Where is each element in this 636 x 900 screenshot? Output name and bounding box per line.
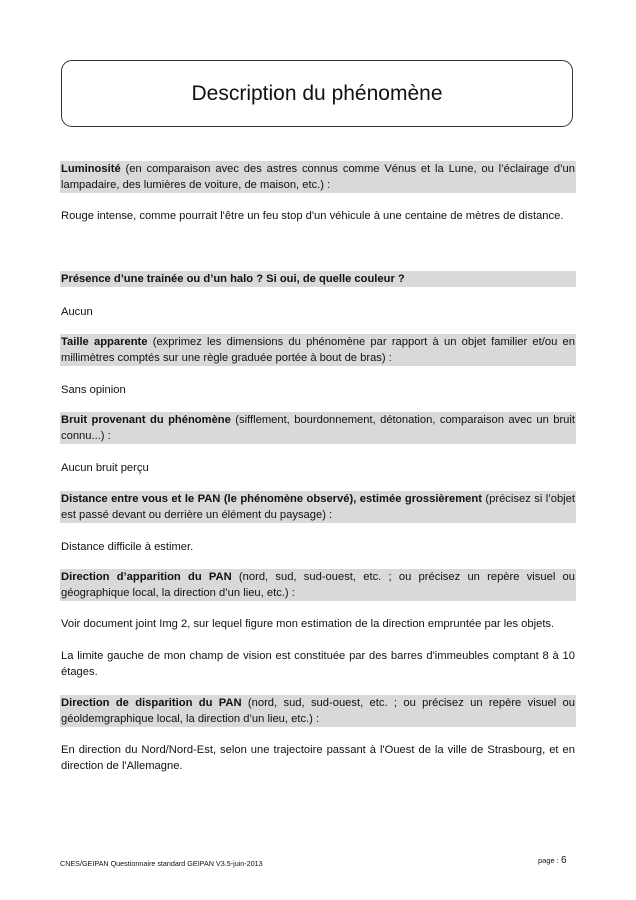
answer-luminosite: Rouge intense, comme pourrait l'être un feu stop d'un véhicule à une centaine de mètres de distance. (61, 210, 564, 222)
question-label: Luminosité (61, 163, 121, 175)
question-detail: (précisez si l’objet est passé devant ou derrière un élément du paysage) : (61, 493, 575, 521)
answer-direction-apparition: Voir document joint Img 2, sur lequel figure mon estimation de la direction empruntée par les objets. (61, 618, 555, 630)
question-detail: (nord, sud, sud-ouest, etc. ; ou précisez un repère visuel ou géographique local, la direction d’un lieu, etc.) : (61, 571, 575, 599)
question-trainee (60, 271, 576, 287)
answer-trainee: Aucun (61, 306, 93, 318)
question-label: Bruit provenant du phénomène (61, 414, 231, 426)
title-box (61, 60, 573, 127)
answer-bruit: Aucun bruit perçu (61, 462, 149, 474)
question-detail: (en comparaison avec des astres connus comme Vénus et la Lune, ou l’éclairage d’un lampadaire, des lumières de voiture, de maison, etc.) : (61, 163, 575, 191)
question-luminosite (60, 161, 576, 193)
question-bruit (60, 412, 576, 444)
question-detail: (nord, sud, sud-ouest, etc. ; ou précisez un repère visuel ou géoldemgraphique local, la direction d’un lieu, etc.) : (61, 697, 576, 725)
answer-taille: Sans opinion (61, 384, 126, 396)
question-detail: (exprimez les dimensions du phénomène par rapport à un objet familier et/ou en millimètres comptés sur une règle graduée portée à bout de bras) : (61, 336, 575, 364)
footer-document-reference: CNES/GEIPAN Questionnaire standard GEIPAN V3.5-juin-2013 (60, 859, 263, 868)
answer-direction-apparition-2: La limite gauche de mon champ de vision est constituée par des barres d'immeubles comptant 8 à 10 étages. (61, 650, 575, 678)
answer-direction-disparition: En direction du Nord/Nord-Est, selon une trajectoire passant à l'Ouest de la ville de Strasbourg, et en direction de l'Allemagne. (61, 744, 575, 772)
question-label: Présence d’une trainée ou d’un halo ? Si oui, de quelle couleur ? (61, 273, 405, 285)
question-label: Direction d’apparition du PAN (61, 571, 232, 583)
question-taille (60, 334, 576, 366)
page-number: 6 (560, 855, 567, 866)
question-label: Direction de disparition du PAN (61, 697, 242, 709)
question-distance (60, 491, 576, 523)
footer-page (538, 855, 567, 866)
question-direction-disparition (60, 695, 576, 727)
page-label: page : (538, 856, 561, 865)
question-detail: (sifflement, bourdonnement, détonation, comparaison avec un bruit connu...) : (61, 414, 575, 442)
question-label: Taille apparente (61, 336, 148, 348)
question-direction-apparition (60, 569, 576, 601)
answer-distance: Distance difficile à estimer. (61, 541, 194, 553)
page-title: Description du phénomène (191, 81, 443, 105)
question-label: Distance entre vous et le PAN (le phénomène observé), estimée grossièrement (61, 493, 482, 505)
